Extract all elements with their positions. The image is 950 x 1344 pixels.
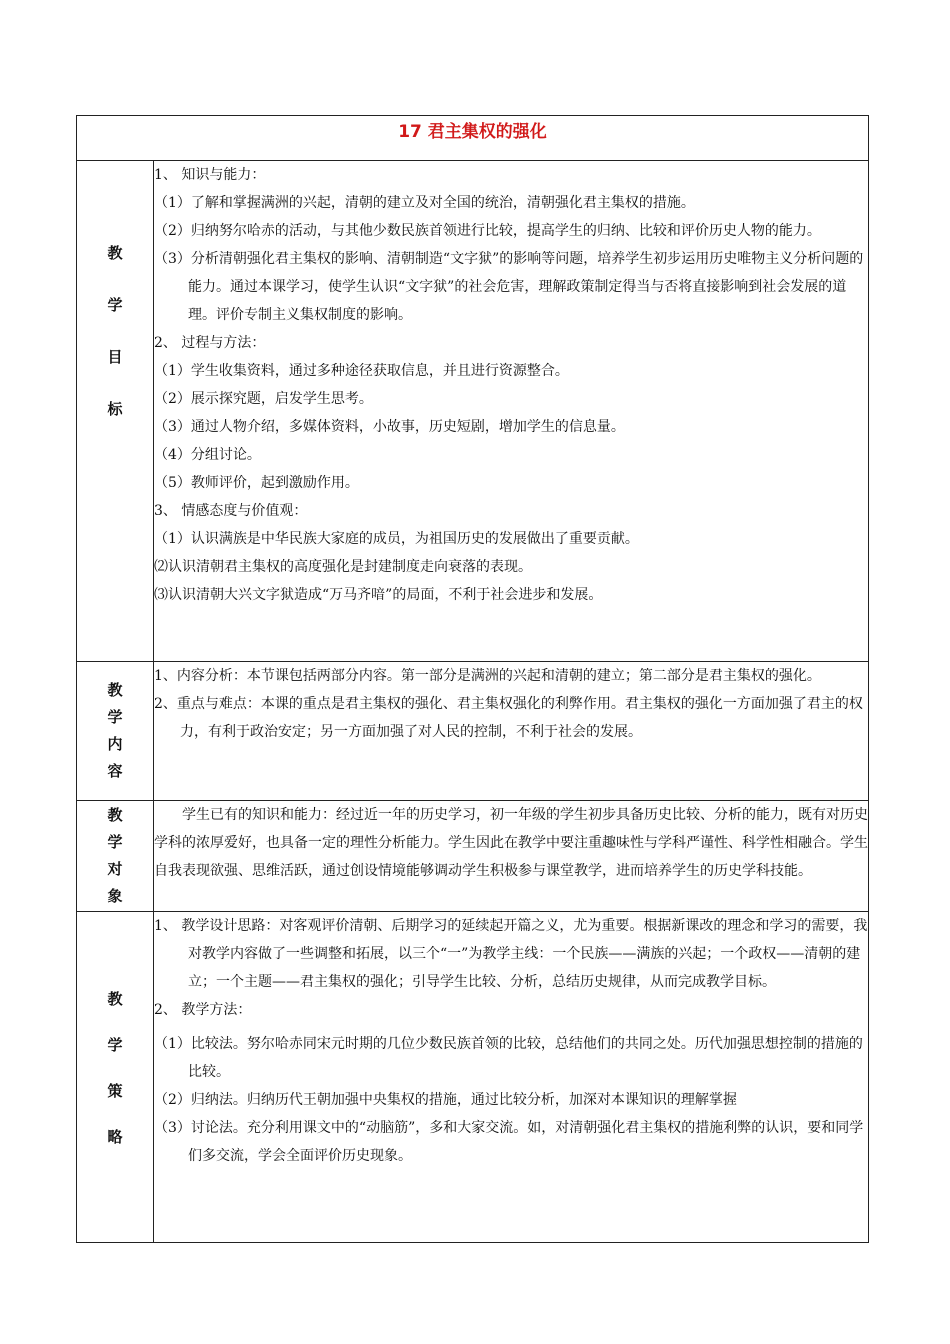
strategy-label — [77, 912, 154, 1243]
content-row — [77, 662, 869, 801]
strategy-item: （3）讨论法。充分利用课文中的“动脑筋”，多和大家交流。如，对清朝强化君主集权的措施利弊的认识，要和同学们多交流，学会全面评价历史现象。 — [154, 1120, 864, 1164]
content-body — [154, 662, 869, 801]
label-char: 教 — [107, 681, 123, 699]
lesson-plan-table — [76, 115, 869, 1243]
strategy-item: （2）归纳法。归纳历代王朝加强中央集权的措施，通过比较分析，加深对本课知识的理解掌握 — [154, 1092, 737, 1108]
audience-text: 学生已有的知识和能力：经过近一年的历史学习，初一年级的学生初步具备历史比较、分析的能力，既有对历史学科的浓厚爱好，也具备一定的理性分析能力。学生因此在教学中要注重趣味性与学科严谨性、科学性相融合。学生自我表现欲强、思维活跃，通过创设情境能够调动学生积极参与课堂教学，进而培养学生的历史学科技能。 — [154, 807, 868, 879]
page-title: 17 君主集权的强化 — [398, 122, 547, 142]
title-row — [77, 116, 869, 161]
label-char: 标 — [107, 400, 123, 418]
audience-label — [77, 801, 154, 912]
objective-item: ⑵认识清朝君主集权的高度强化是封建制度走向衰落的表现。 — [154, 559, 532, 575]
objective-item: （3）通过人物介绍，多媒体资料，小故事，历史短剧，增加学生的信息量。 — [154, 419, 625, 435]
objective-item: （3）分析清朝强化君主集权的影响、清朝制造“文字狱”的影响等问题，培养学生初步运用历史唯物主义分析问题的能力。通过本课学习，使学生认识“文字狱”的社会危害，理解政策制定得当与否将直接影响到社会发展的道理。评价专制主义集权制度的影响。 — [154, 251, 864, 323]
audience-row — [77, 801, 869, 912]
objective-item: （1）认识满族是中华民族大家庭的成员，为祖国历史的发展做出了重要贡献。 — [154, 531, 639, 547]
strategy-item: （1）比较法。努尔哈赤同宋元时期的几位少数民族首领的比较，总结他们的共同之处。历代加强思想控制的措施的比较。 — [154, 1036, 863, 1080]
objectives-body — [154, 161, 869, 662]
heading-knowledge: 1、 知识与能力： — [154, 167, 266, 183]
label-char: 略 — [107, 1128, 123, 1146]
content-label — [77, 662, 154, 801]
heading-attitude: 3、 情感态度与价值观： — [154, 503, 308, 519]
objective-item: ⑶认识清朝大兴文字狱造成“万马齐喑”的局面，不利于社会进步和发展。 — [154, 587, 603, 603]
label-char: 学 — [107, 833, 123, 851]
objective-item: （1）学生收集资料，通过多种途径获取信息，并且进行资源整合。 — [154, 363, 569, 379]
label-char: 象 — [107, 887, 123, 905]
label-char: 容 — [107, 762, 123, 780]
heading-process: 2、 过程与方法： — [154, 335, 266, 351]
objective-item: （2）展示探究题，启发学生思考。 — [154, 391, 373, 407]
objectives-row — [77, 161, 869, 662]
label-char: 教 — [107, 244, 123, 262]
objective-item: （1）了解和掌握满洲的兴起，清朝的建立及对全国的统治，清朝强化君主集权的措施。 — [154, 195, 695, 211]
content-item: 2、重点与难点：本课的重点是君主集权的强化、君主集权强化的利弊作用。君主集权的强化一方面加强了君主的权力，有利于政治安定；另一方面加强了对人民的控制，不利于社会的发展。 — [154, 696, 863, 740]
label-char: 策 — [107, 1082, 123, 1100]
label-char: 目 — [107, 348, 123, 366]
strategy-row — [77, 912, 869, 1243]
title-cell — [77, 116, 869, 161]
label-char: 学 — [107, 1036, 123, 1054]
objective-item: （5）教师评价，起到激励作用。 — [154, 475, 359, 491]
strategy-heading-methods: 2、 教学方法： — [154, 1002, 252, 1018]
strategy-body — [154, 912, 869, 1243]
label-char: 教 — [107, 806, 123, 824]
objective-item: （4）分组讨论。 — [154, 447, 261, 463]
label-char: 学 — [107, 296, 123, 314]
strategy-item: 1、 教学设计思路：对客观评价清朝、后期学习的延续起开篇之义，尤为重要。根据新课改的理念和学习的需要，我对教学内容做了一些调整和拓展，以三个“一”为教学主线：一个民族——满族的兴起；一个政权——清朝的建立；一个主题——君主集权的强化；引导学生比较、分析，总结历史规律，从而完成教学目标。 — [154, 918, 868, 990]
objective-item: （2）归纳努尔哈赤的活动，与其他少数民族首领进行比较，提高学生的归纳、比较和评价历史人物的能力。 — [154, 223, 821, 239]
content-item: 1、内容分析：本节课包括两部分内容。第一部分是满洲的兴起和清朝的建立；第二部分是君主集权的强化。 — [154, 668, 821, 684]
audience-body — [154, 801, 869, 912]
objectives-label — [77, 161, 154, 662]
label-char: 内 — [107, 735, 123, 753]
label-char: 对 — [107, 860, 123, 878]
label-char: 教 — [107, 990, 123, 1008]
label-char: 学 — [107, 708, 123, 726]
